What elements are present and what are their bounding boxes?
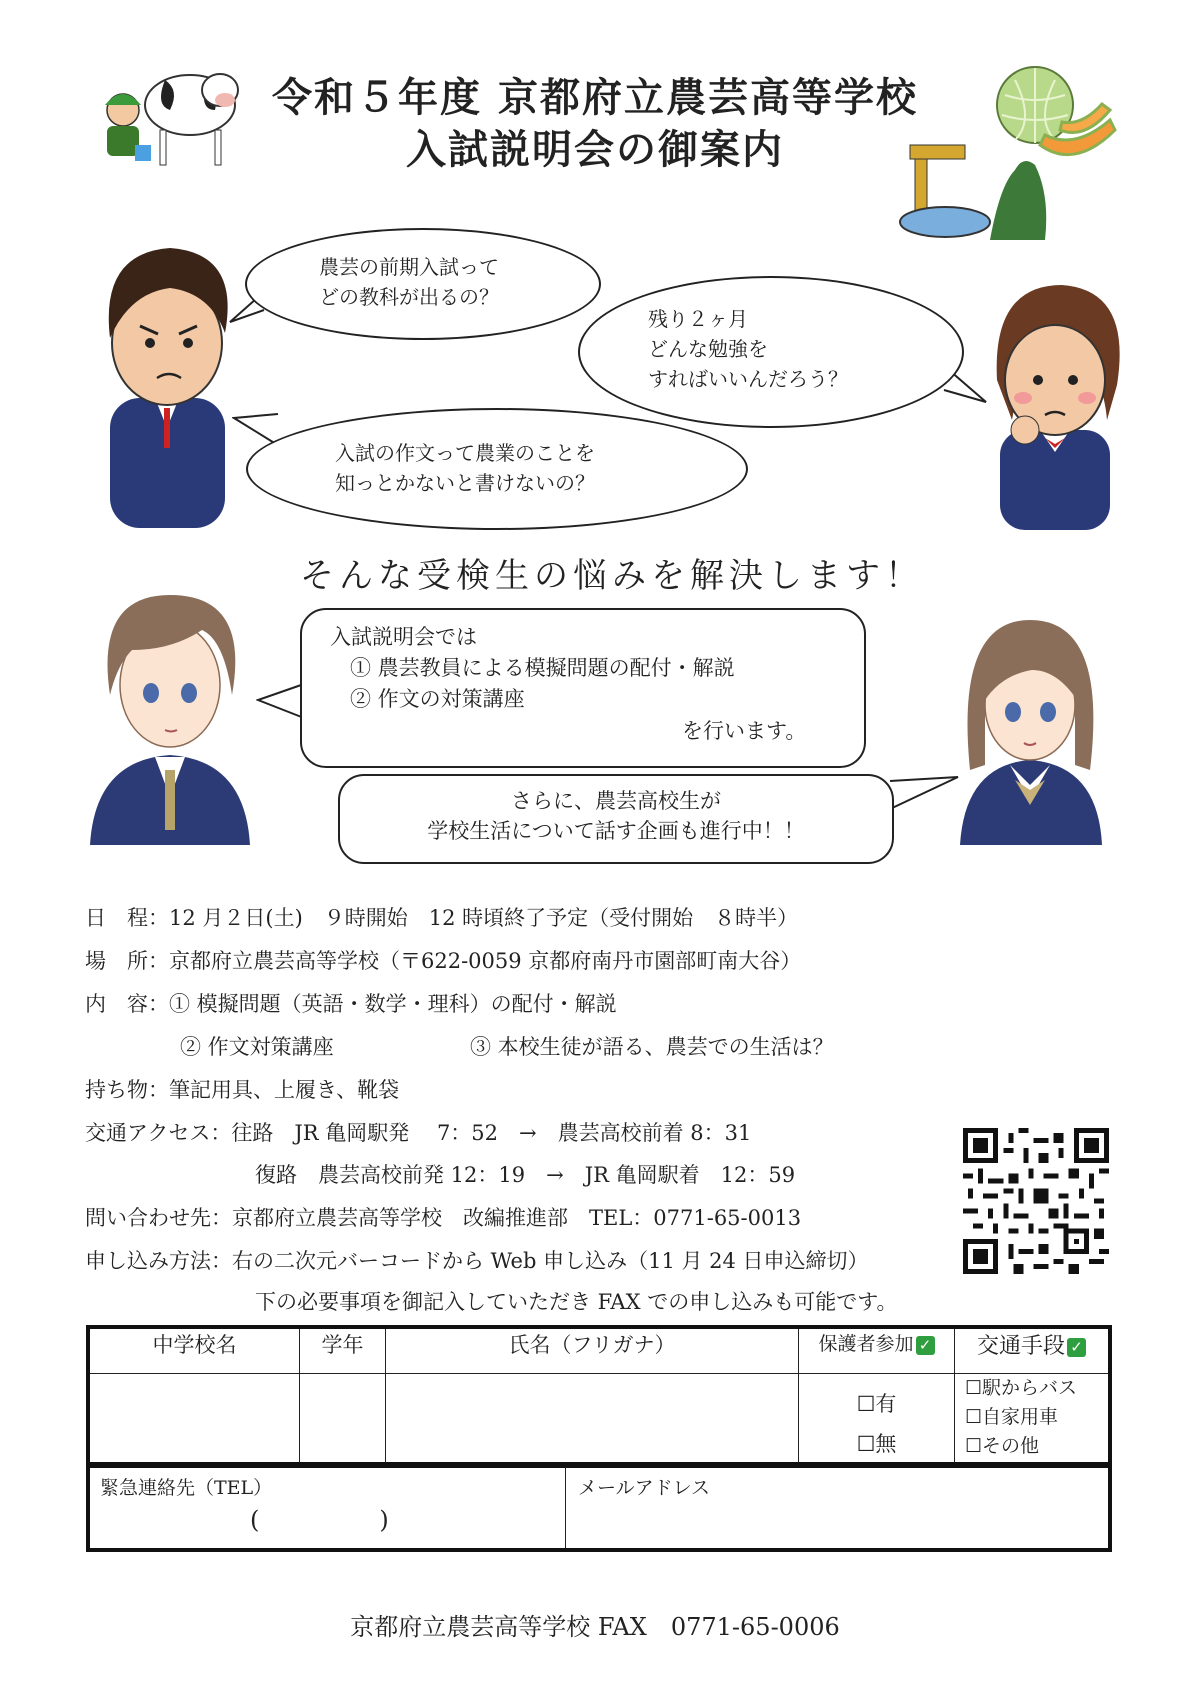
bubble-4-line-1: 入試説明会では <box>330 625 477 649</box>
emergency-tel-label: 緊急連絡先（TEL） <box>100 1477 273 1499</box>
school-name-field[interactable] <box>88 1374 300 1467</box>
info-access-return: 復路 農芸高校前発 12：19 → JR 亀岡駅着 12：59 <box>255 1163 796 1187</box>
bubble-1-line-1: 農芸の前期入試って <box>319 255 499 279</box>
guardian-yes-checkbox[interactable]: ☐有 <box>856 1392 897 1416</box>
guardian-options <box>799 1374 955 1467</box>
transport-bus-checkbox[interactable]: ☐駅からバス <box>965 1377 1078 1399</box>
info-apply: 申し込み方法：右の二次元バーコードから Web 申し込み（11 月 24 日申込締切） <box>85 1249 869 1273</box>
bubble-4-line-4: を行います。 <box>682 719 807 743</box>
guardian-no-checkbox[interactable]: ☐無 <box>856 1432 897 1456</box>
info-place: 場 所：京都府立農芸高等学校（〒622-0059 京都府南丹市園部町南大谷） <box>85 949 802 973</box>
speech-bubble-4 <box>300 608 866 768</box>
bubble-3-line-2: 知っとかないと書けないの？ <box>335 471 595 495</box>
emergency-tel-paren: ( ) <box>250 1506 389 1534</box>
bubble-5-line-2: 学校生活について話す企画も進行中！！ <box>427 819 805 843</box>
bubble-4-line-3: ② 作文の対策講座 <box>350 687 525 711</box>
smiling-boy-illustration <box>85 595 255 845</box>
checkmark-icon: ✓ <box>916 1336 935 1355</box>
title-line-2: 入試説明会の御案内 <box>406 127 784 173</box>
page-title <box>230 72 960 176</box>
bubble-1-line-2: どの教科が出るの？ <box>319 285 499 309</box>
transport-car-checkbox[interactable]: ☐自家用車 <box>965 1406 1059 1428</box>
form-entry-row <box>88 1374 1110 1467</box>
name-field[interactable] <box>386 1374 799 1467</box>
emergency-tel-field[interactable] <box>88 1465 566 1551</box>
speech-bubble-5 <box>338 774 894 864</box>
email-field[interactable] <box>566 1465 1111 1551</box>
info-fax-note: 下の必要事項を御記入していただき FAX での申し込みも可能です。 <box>255 1290 898 1314</box>
guardian-header-label: 保護者参加 <box>818 1333 914 1355</box>
checkmark-icon: ✓ <box>1067 1338 1086 1357</box>
bubble-5-tail <box>888 775 960 815</box>
worried-girl-illustration <box>985 280 1125 530</box>
info-contact: 問い合わせ先：京都府立農芸高等学校 改編推進部 TEL：0771-65-0013 <box>85 1206 802 1230</box>
watering-illustration <box>895 140 1055 245</box>
footer-fax: 京都府立農芸高等学校 FAX 0771-65-0006 <box>350 1613 840 1641</box>
title-line-1: 令和５年度 京都府立農芸高等学校 <box>272 75 918 121</box>
info-belongings: 持ち物：筆記用具、上履き、靴袋 <box>85 1078 400 1102</box>
farmer-cow-illustration <box>95 60 245 175</box>
info-content-1: 内 容：① 模擬問題（英語・数学・理科）の配付・解説 <box>85 992 617 1016</box>
col-name-header: 氏名（フリガナ） <box>386 1327 799 1374</box>
bubble-2-line-3: すればいいんだろう？ <box>648 367 848 391</box>
transport-header-label: 交通手段 <box>976 1334 1065 1359</box>
grade-field[interactable] <box>300 1374 386 1467</box>
transport-other-checkbox[interactable]: ☐その他 <box>965 1435 1040 1457</box>
worried-boy-illustration <box>85 228 245 528</box>
info-content-2: ② 作文対策講座 <box>180 1035 334 1059</box>
bubble-5-line-1: さらに、農芸高校生が <box>511 789 721 813</box>
col-grade-header: 学年 <box>300 1327 386 1374</box>
speech-bubble-2 <box>578 276 964 428</box>
speech-bubble-1 <box>245 228 601 340</box>
bubble-2-line-1: 残り２ヶ月 <box>648 307 748 331</box>
bubble-4-line-2: ① 農芸教員による模擬問題の配付・解説 <box>350 656 735 680</box>
bubble-2-line-2: どんな勉強を <box>648 337 768 361</box>
col-guardian-header <box>799 1327 955 1374</box>
speech-bubble-3 <box>246 408 748 530</box>
transport-options <box>955 1374 1111 1467</box>
info-content-3: ③ 本校生徒が語る、農芸での生活は？ <box>470 1035 834 1059</box>
info-schedule: 日 程：12 月２日(土) ９時開始 12 時頃終了予定（受付開始 ８時半） <box>85 906 799 930</box>
contact-form <box>86 1462 1112 1552</box>
bubble-4-tail <box>256 680 306 730</box>
bubble-3-line-1: 入試の作文って農業のことを <box>335 441 595 465</box>
col-school-header: 中学校名 <box>88 1327 300 1374</box>
application-form <box>86 1325 1112 1468</box>
col-transport-header <box>955 1327 1111 1374</box>
smiling-girl-illustration <box>955 620 1105 845</box>
qr-code[interactable] <box>963 1128 1109 1274</box>
form-header-row <box>88 1327 1110 1374</box>
headline: そんな受検生の悩みを解決します！ <box>300 556 924 596</box>
email-label: メールアドレス <box>578 1477 711 1499</box>
info-access-outbound: 交通アクセス：往路 JR 亀岡駅発 7：52 → 農芸高校前着 8：31 <box>85 1121 752 1145</box>
